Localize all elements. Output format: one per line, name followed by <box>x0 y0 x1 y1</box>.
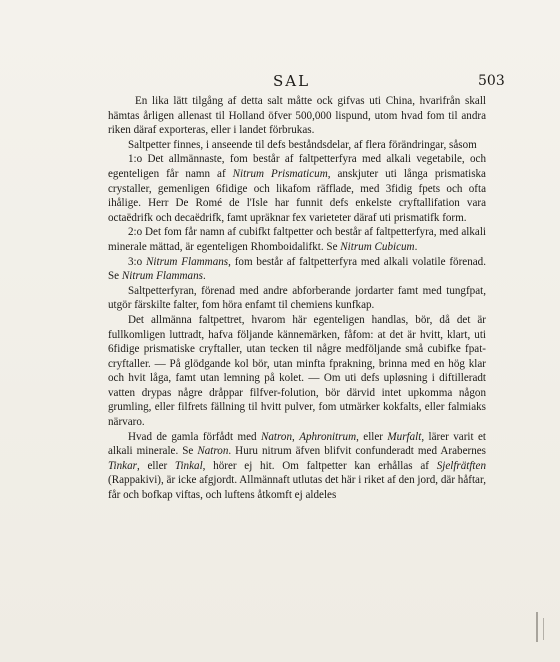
margin-mark-inner <box>543 618 547 640</box>
text-run: Hvad de gamla förfådt med <box>128 430 261 443</box>
text-run: 1:o Det allmännaste, fom består af faltpetterfyra med alkali vegetabile, och egenteligen får namn af <box>108 153 486 180</box>
paragraph <box>108 225 486 254</box>
page-header <box>0 72 560 92</box>
paragraph <box>108 152 486 225</box>
italic-term: Nitrum Cubicum <box>340 240 415 253</box>
text-run: . <box>202 270 206 283</box>
text-run: , hörer ej hit. Om faltpetter kan erhållas af <box>202 459 437 472</box>
italic-term: Nitrum Flammans <box>121 270 203 283</box>
text-run: . Huru nitrum äfven blifvit confunderadt med Arabernes <box>228 445 486 458</box>
text-run: 2:o Det fom får namn af cubifkt faltpetter och består af faltpetterfyra, med alkali minerale mättad, är egenteligen Rhomboidalifkt. Se <box>108 226 486 253</box>
page-number: 503 <box>478 73 505 89</box>
italic-term: Sjelfrätften <box>436 459 486 472</box>
paragraph <box>108 313 486 430</box>
running-head: SAL <box>273 72 311 90</box>
text-run: En lika lätt tilgång af detta salt måtte ock gifvas uti China, hvarifrån skall hämtas årligen allenast til Holland öfver 500,000 lispund, utom hvad fom til andra riken däraf exporteras, eller i landet förbrukas. <box>108 95 486 137</box>
text-run: , anskjuter uti långa prismatiska crystaller, gemenligen 6fidige och likafom räfflade, med 3fidig fpets och ofta ihålige. Herr De Romé de l'Isle har funnit defs enkelste cryftallifation vara octaëdrifk och decaëdrifk, famt upräknar fex varieteter däraf uti prismatifk form. <box>108 167 486 224</box>
text-run: , lärer varit et alkali minerale. Se <box>108 430 486 458</box>
italic-term: Murfalt <box>387 430 422 443</box>
italic-term: Nitrum Flammans <box>146 255 229 268</box>
italic-term: Natron <box>197 445 229 458</box>
paragraph <box>108 284 486 313</box>
italic-term: Aphronitrum <box>299 430 357 443</box>
paragraph <box>108 430 486 503</box>
text-run: 3:o <box>128 255 146 268</box>
text-run: , eller <box>136 459 175 472</box>
italic-term: Tinkal <box>174 459 203 472</box>
text-run: , eller <box>356 430 388 443</box>
text-run: Saltpetter finnes, i anseende til defs beståndsdelar, af flera förändringar, såsom <box>128 138 477 151</box>
italic-term: Natron <box>260 430 292 443</box>
text-run: Saltpetterfyran, förenad med andre abforberande jordarter famt med tungfpat, utgör färskilte falter, fom höra enfamt til chemiens kunfkap. <box>108 284 486 312</box>
italic-term: Nitrum Prismaticum <box>232 167 328 180</box>
body-text <box>108 94 486 503</box>
text-run: . <box>414 240 418 253</box>
text-run: Det allmänna faltpettret, hvarom här egenteligen handlas, bör, då det är fullkomligen luttradt, hafva följande kännemärken, fåfom: at det är hvitt, klart, uti 6fidige prismatiske cryftaller, utan tecken til någre medföljande små cubifke fpat-cryftaller. — På glödgande kol bör, utan minfta fprakning, brinna med en hög klar och hvit låga, famt utan lemning på kolet. — Om uti defs upløsning i diftilleradt vatten drypas någre dråppar filfver-folution, bör därvid intet upkomma någon grumling, eller filfrets fällning til hvitt pulver, fom utmärker kokfalts, eller falmiaks närvaro. <box>108 313 486 429</box>
paragraph <box>108 94 486 138</box>
text-run: , fom består af faltpetterfyra med alkali volatile förenad. Se <box>108 255 486 283</box>
paragraph <box>108 138 486 153</box>
paragraph <box>108 255 486 284</box>
text-run: (Rappakivi), är icke afgjordt. Allmännaft utlutas det här i riket af den jord, där håftar, får och bofkap viftas, och luftens åtkomft ej aldeles <box>108 474 486 502</box>
italic-term: Tinkar <box>108 459 137 472</box>
text-run: , <box>292 430 300 443</box>
